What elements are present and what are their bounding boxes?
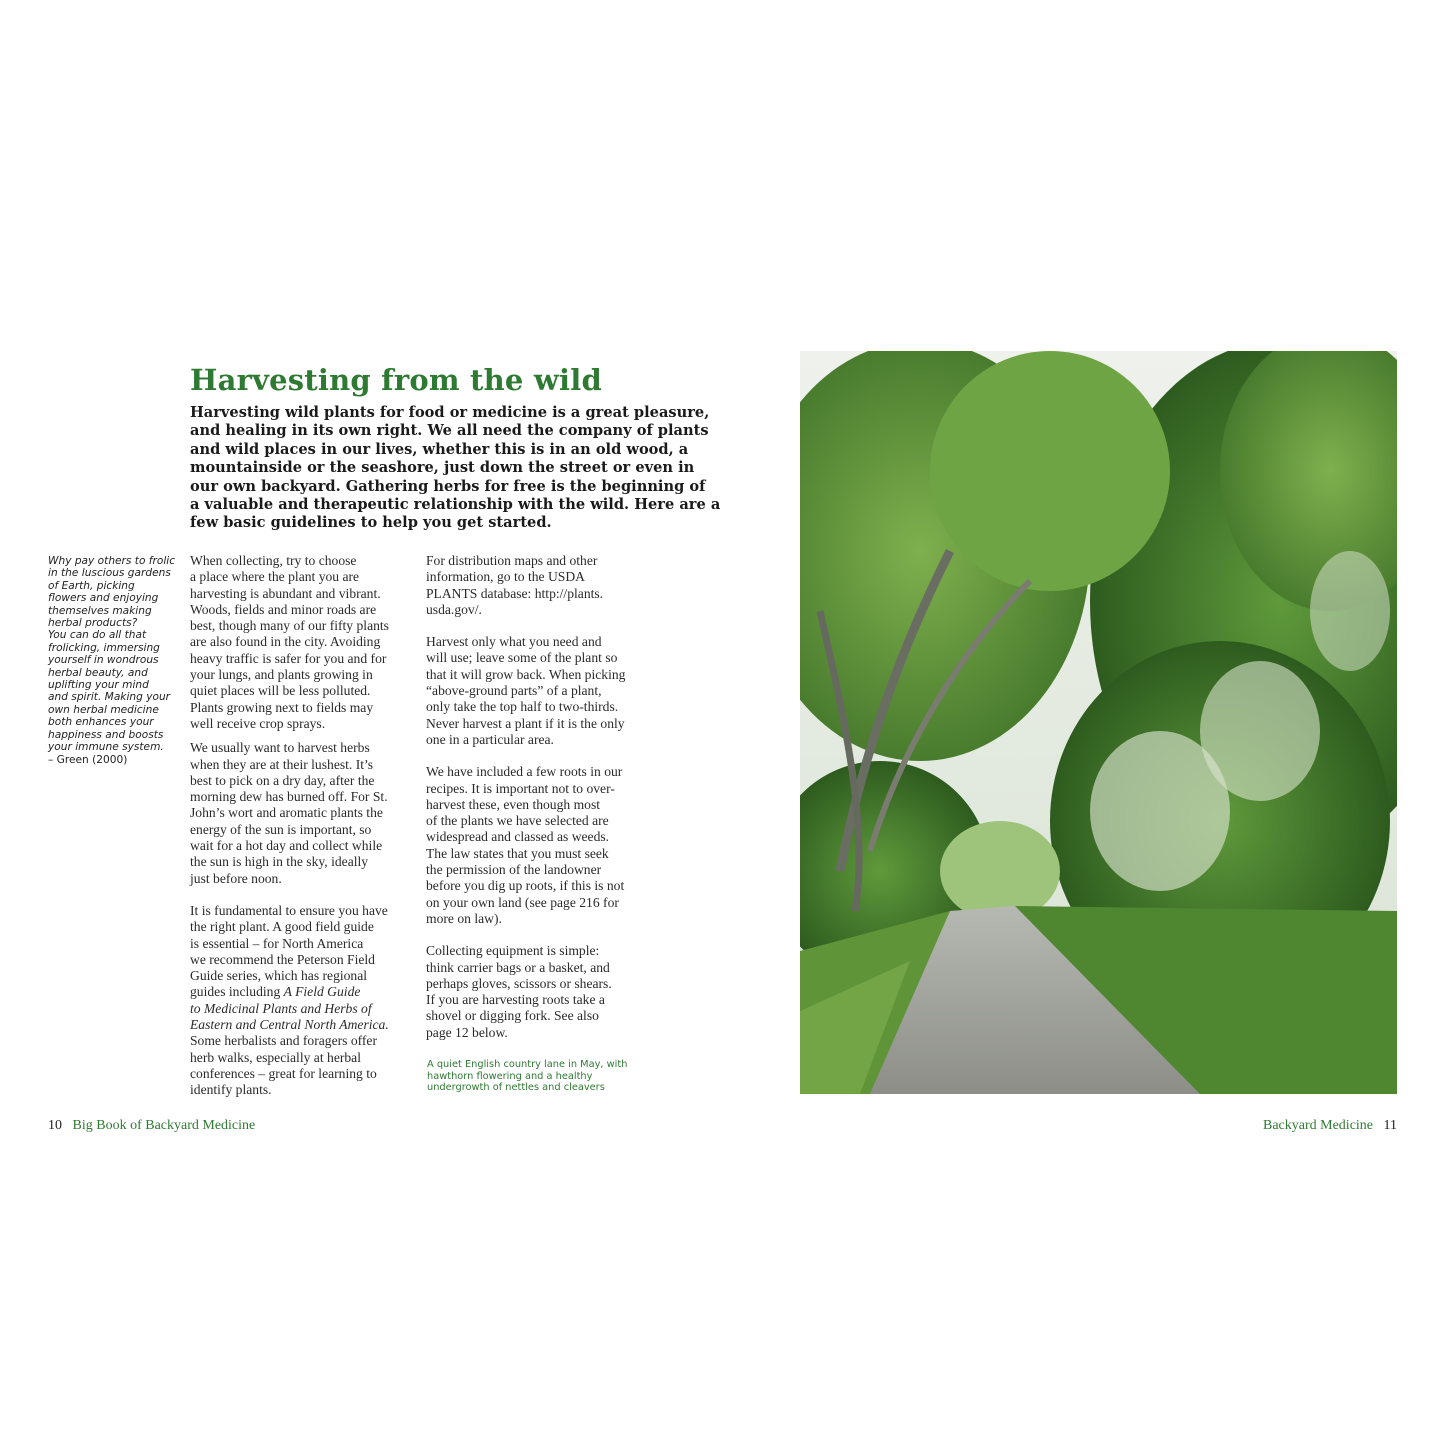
intro-line: our own backyard. Gathering herbs for free is the beginning of xyxy=(190,477,706,495)
right-page-footer xyxy=(1263,1118,1397,1134)
body-line: identify plants. xyxy=(190,1082,272,1098)
body-line: only take the top half to two-thirds. xyxy=(426,699,619,715)
body-paragraph xyxy=(190,740,410,887)
page-title: Harvesting from the wild xyxy=(190,363,602,398)
body-line: morning dew has burned off. For St. xyxy=(190,789,388,805)
body-line: perhaps gloves, scissors or shears. xyxy=(426,975,612,991)
body-line: Guide series, which has regional xyxy=(190,968,368,984)
body-line: Plants growing next to fields may xyxy=(190,699,374,715)
usda-link-line[interactable]: PLANTS database: http://plants. xyxy=(426,585,604,601)
body-line: Collecting equipment is simple: xyxy=(426,943,600,959)
quote-line: themselves making xyxy=(48,604,152,617)
body-line: of the plants we have selected are xyxy=(426,813,609,829)
intro-line: a valuable and therapeutic relationship with the wild. Here are a xyxy=(190,496,721,514)
country-lane-illustration xyxy=(800,351,1397,1094)
body-line: The law states that you must seek xyxy=(426,845,609,861)
body-paragraph xyxy=(426,943,656,1041)
body-column-1 xyxy=(190,553,410,1099)
body-line: harvesting is abundant and vibrant. xyxy=(190,585,381,601)
quote-line: You can do all that xyxy=(48,629,147,642)
quote-line: in the luscious gardens xyxy=(48,567,171,580)
quote-line: Why pay others to frolic xyxy=(48,555,176,567)
usda-link-line[interactable]: usda.gov/. xyxy=(426,601,482,617)
intro-line: and wild places in our lives, whether this is in an old wood, a xyxy=(190,440,689,458)
quote-line: yourself in wondrous xyxy=(48,654,159,667)
body-line: the sun is high in the sky, ideally xyxy=(190,854,369,870)
page-number: 11 xyxy=(1383,1118,1397,1133)
body-line: more on law). xyxy=(426,910,502,926)
intro-line: Harvesting wild plants for food or medicine is a great pleasure, xyxy=(190,404,710,421)
body-line: the permission of the landowner xyxy=(426,862,602,878)
caption-line: undergrowth of nettles and cleavers xyxy=(427,1082,605,1094)
body-line xyxy=(190,984,410,1000)
body-line: best to pick on a dry day, after the xyxy=(190,772,375,788)
body-line: we recommend the Peterson Field xyxy=(190,951,375,967)
body-line: shovel or digging fork. See also xyxy=(426,1008,599,1024)
body-line: that it will grow back. When picking xyxy=(426,666,626,682)
quote-line: happiness and boosts xyxy=(48,728,164,741)
body-line: When collecting, try to choose xyxy=(190,553,357,568)
body-line: Harvest only what you need and xyxy=(426,634,602,650)
quote-line: frolicking, immersing xyxy=(48,641,160,654)
body-line: are also found in the city. Avoiding xyxy=(190,634,381,650)
sidebar-quote xyxy=(48,555,178,766)
body-line: We have included a few roots in our xyxy=(426,764,623,780)
page-number: 10 xyxy=(48,1118,62,1133)
left-page-footer xyxy=(48,1118,255,1134)
book-title-italic: A Field Guide xyxy=(283,984,361,1000)
body-line xyxy=(190,1017,410,1033)
body-line: before you dig up roots, if this is not xyxy=(426,878,625,894)
body-line: Woods, fields and minor roads are xyxy=(190,601,377,617)
body-line: best, though many of our fifty plants xyxy=(190,618,389,634)
quote-line: herbal products? xyxy=(48,617,138,630)
body-line: is essential – for North America xyxy=(190,935,364,951)
body-line: will use; leave some of the plant so xyxy=(426,650,618,666)
body-line: Never harvest a plant if it is the only xyxy=(426,715,625,731)
body-line: Some herbalists and foragers offer xyxy=(190,1033,377,1049)
body-line: page 12 below. xyxy=(426,1024,508,1040)
quote-attribution: – Green (2000) xyxy=(48,753,128,766)
body-line: energy of the sun is important, so xyxy=(190,821,372,837)
quote-line: herbal beauty, and xyxy=(48,666,148,679)
book-title-italic: to Medicinal Plants and Herbs of xyxy=(190,1000,372,1016)
body-line: widespread and classed as weeds. xyxy=(426,829,610,845)
running-head: Big Book of Backyard Medicine xyxy=(72,1118,256,1133)
book-title-italic: Eastern and Central North America. xyxy=(190,1017,389,1033)
body-line: It is fundamental to ensure you have xyxy=(190,902,388,918)
quote-line: flowers and enjoying xyxy=(48,592,159,605)
country-lane-photo xyxy=(800,351,1397,1094)
body-text: guides including xyxy=(190,984,284,1000)
body-line: the right plant. A good field guide xyxy=(190,919,374,935)
quote-line: of Earth, picking xyxy=(48,579,135,592)
intro-line: and healing in its own right. We all need the company of plants xyxy=(190,422,709,440)
quote-line: own herbal medicine xyxy=(48,703,159,716)
body-line: conferences – great for learning to xyxy=(190,1065,377,1081)
body-line: a place where the plant you are xyxy=(190,569,360,585)
body-paragraph xyxy=(426,764,656,927)
quote-line: your immune system. xyxy=(48,741,164,754)
running-head: Backyard Medicine xyxy=(1263,1118,1374,1133)
body-line: For distribution maps and other xyxy=(426,553,598,568)
body-line: when they are at their lushest. It’s xyxy=(190,756,374,772)
body-line: think carrier bags or a basket, and xyxy=(426,959,610,975)
body-paragraph xyxy=(190,903,410,1099)
body-line: “above-ground parts” of a plant, xyxy=(426,683,602,699)
body-line: your lungs, and plants growing in xyxy=(190,667,373,683)
body-line: wait for a hot day and collect while xyxy=(190,838,383,854)
body-column-2 xyxy=(426,553,656,1041)
body-line: well receive crop sprays. xyxy=(190,715,326,731)
caption-line: A quiet English country lane in May, with xyxy=(427,1059,628,1070)
body-line xyxy=(190,1001,410,1017)
body-paragraph xyxy=(426,553,656,618)
body-line: herb walks, especially at herbal xyxy=(190,1049,361,1065)
body-line: on your own land (see page 216 for xyxy=(426,894,619,910)
body-line: harvest these, even though most xyxy=(426,796,601,812)
caption-line: hawthorn flowering and a healthy xyxy=(427,1070,593,1082)
quote-line: uplifting your mind xyxy=(48,679,149,692)
quote-line: both enhances your xyxy=(48,716,154,729)
intro-paragraph xyxy=(190,404,721,533)
body-line: heavy traffic is safer for you and for xyxy=(190,650,387,666)
body-line: just before noon. xyxy=(190,870,282,886)
body-line: John’s wort and aromatic plants the xyxy=(190,805,383,821)
body-line: quiet places will be less polluted. xyxy=(190,683,371,699)
intro-line: few basic guidelines to help you get started. xyxy=(190,514,552,532)
body-line: information, go to the USDA xyxy=(426,569,585,585)
quote-line: and spirit. Making your xyxy=(48,691,171,704)
body-line: We usually want to harvest herbs xyxy=(190,740,370,756)
body-line: one in a particular area. xyxy=(426,731,554,747)
body-paragraph xyxy=(190,553,410,732)
body-paragraph xyxy=(426,634,656,748)
body-line: recipes. It is important not to over- xyxy=(426,780,615,796)
intro-line: mountainside or the seashore, just down the street or even in xyxy=(190,459,695,477)
photo-caption xyxy=(427,1059,667,1094)
body-line: If you are harvesting roots take a xyxy=(426,992,605,1008)
